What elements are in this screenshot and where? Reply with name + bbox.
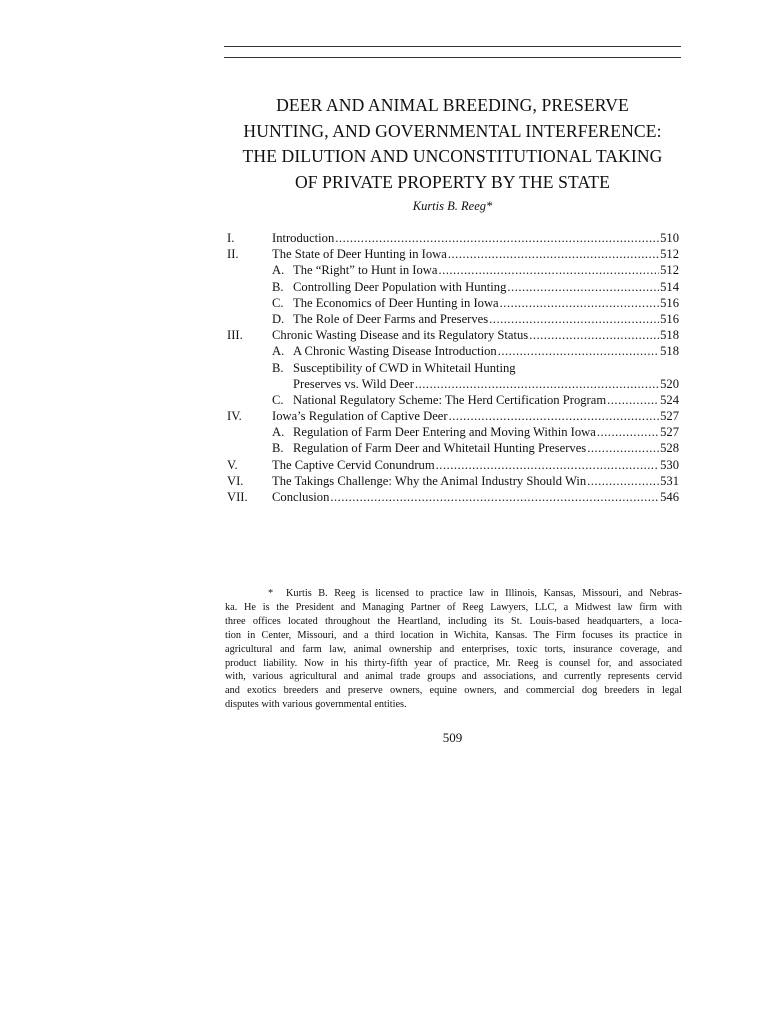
toc-entry (227, 360, 679, 376)
table-of-contents (227, 230, 679, 505)
footnote-line: tion in Center, Missouri, and a third location in Wichita, Kansas. The Firm focuses its practice in (225, 629, 682, 641)
footnote-line: three offices located throughout the Heartland, including its St. Louis-based headquarters, a loca- (225, 615, 682, 627)
title-line: THE DILUTION AND UNCONSTITUTIONAL TAKING (242, 146, 663, 166)
toc-section-number: VI. (227, 473, 244, 488)
toc-page-number: 528 (660, 441, 679, 456)
footnote-text: Kurtis B. Reeg is licensed to practice law in Illinois, Kansas, Missouri, and Nebras- (286, 588, 682, 599)
toc-leader-dots (330, 489, 659, 505)
footnote-line (225, 587, 682, 601)
toc-page-number: 512 (660, 263, 679, 278)
toc-entry-title: Iowa’s Regulation of Captive Deer (272, 409, 448, 424)
toc-entry-title: National Regulatory Scheme: The Herd Certification Program (293, 392, 607, 407)
toc-entry-body (272, 327, 679, 343)
toc-leader-dots (335, 230, 659, 246)
toc-page-number: 520 (660, 376, 679, 391)
toc-entry-body (272, 440, 679, 456)
header-rule-top (224, 46, 681, 47)
toc-leader-dots (449, 408, 660, 424)
toc-section-number: III. (227, 328, 243, 343)
toc-entry-body (272, 457, 679, 473)
toc-leader-dots (489, 311, 659, 327)
toc-entry (227, 473, 679, 489)
toc-entry-title: The “Right” to Hunt in Iowa (293, 263, 438, 278)
toc-entry (227, 440, 679, 456)
toc-page-number: 524 (660, 392, 679, 407)
toc-leader-dots (415, 376, 659, 392)
toc-section-number: I. (227, 231, 235, 245)
toc-page-number: 530 (660, 457, 679, 472)
author-footnote (225, 587, 682, 712)
toc-subsection-letter: B. (272, 360, 284, 375)
toc-entry-title: The State of Deer Hunting in Iowa (272, 247, 447, 262)
toc-page-number: 527 (660, 425, 679, 440)
toc-section-number: IV. (227, 409, 242, 424)
toc-entry (227, 489, 679, 505)
toc-entry (227, 457, 679, 473)
toc-entry (227, 311, 679, 327)
toc-leader-dots (438, 262, 659, 278)
toc-entry-body (272, 424, 679, 440)
toc-entry-body (272, 360, 679, 376)
author-byline: Kurtis B. Reeg* (412, 199, 493, 213)
toc-entry (227, 343, 679, 359)
toc-entry-body (272, 311, 679, 327)
toc-subsection-letter: A. (272, 263, 285, 278)
title-line: HUNTING, AND GOVERNMENTAL INTERFERENCE: (243, 120, 662, 141)
toc-entry-title: Controlling Deer Population with Hunting (293, 279, 507, 294)
title-line: DEER AND ANIMAL BREEDING, PRESERVE (276, 95, 629, 115)
toc-entry (227, 246, 679, 262)
toc-subsection-letter: A. (272, 425, 285, 440)
toc-entry-title: Susceptibility of CWD in Whitetail Hunting (293, 360, 516, 375)
footnote-line: and exotics breeders and preserve owners, equine owners, and commercial dog breeders in legal (225, 685, 682, 697)
header-rule-bottom (224, 57, 681, 58)
toc-page-number: 527 (660, 409, 679, 424)
toc-entry-title: Preserves vs. Wild Deer (293, 376, 414, 391)
toc-entry-title: Introduction (272, 231, 335, 245)
toc-page-number: 516 (660, 311, 679, 326)
toc-page-number: 514 (660, 279, 679, 294)
toc-entry-title: Regulation of Farm Deer and Whitetail Hunting Preserves (293, 441, 587, 456)
title-line: OF PRIVATE PROPERTY BY THE STATE (294, 171, 611, 192)
toc-entry (227, 295, 679, 311)
toc-subsection-letter: A. (272, 344, 285, 359)
footnote-line: agricultural and farm law, animal ownership and enterprises, toxic torts, insurance coverage, and (225, 643, 682, 655)
toc-entry-body (272, 473, 679, 489)
toc-leader-dots (597, 424, 659, 440)
toc-entry-body (272, 408, 679, 424)
toc-leader-dots (448, 246, 659, 262)
toc-entry-title: A Chronic Wasting Disease Introduction (293, 344, 497, 359)
toc-page-number: 531 (660, 473, 679, 488)
toc-entry-body (272, 230, 679, 246)
toc-page-number: 518 (660, 344, 679, 359)
toc-subsection-letter: B. (272, 441, 284, 456)
toc-leader-dots (607, 392, 659, 408)
toc-page-number: 518 (660, 328, 679, 343)
article-title (220, 93, 685, 195)
toc-entry-title: Chronic Wasting Disease and its Regulatory Status (272, 328, 529, 343)
toc-page-number: 512 (660, 247, 679, 262)
toc-leader-dots (587, 473, 659, 489)
footnote-mark: * (268, 588, 274, 599)
toc-section-number: VII. (227, 490, 248, 504)
toc-subsection-letter: C. (272, 392, 284, 407)
toc-entry-title: The Takings Challenge: Why the Animal Industry Should Win (272, 473, 587, 488)
toc-entry (227, 392, 679, 408)
footnote-line: disputes with various governmental entities. (225, 699, 407, 711)
toc-leader-dots (529, 327, 659, 343)
toc-entry-body (272, 489, 679, 505)
toc-entry-title: The Role of Deer Farms and Preserves (293, 311, 489, 326)
toc-entry-title: The Captive Cervid Conundrum (272, 457, 435, 472)
toc-entry-title: Regulation of Farm Deer Entering and Moving Within Iowa (293, 425, 596, 440)
toc-subsection-letter: B. (272, 279, 284, 294)
toc-entry-body (272, 343, 679, 359)
toc-page-number: 510 (660, 231, 679, 245)
toc-entry (227, 279, 679, 295)
toc-page-number: 516 (660, 295, 679, 310)
toc-entry (227, 408, 679, 424)
toc-leader-dots (436, 457, 659, 473)
toc-entry (227, 262, 679, 278)
toc-entry-body (293, 376, 679, 392)
footnote-line: product liability. Now in his thirty-fifth year of practice, Mr. Reeg is counsel for, and associated (225, 657, 682, 669)
toc-entry (227, 230, 679, 246)
toc-entry (227, 376, 679, 392)
footnote-line: ka. He is the President and Managing Partner of Reeg Lawyers, LLC, a Midwest law firm with (225, 601, 682, 613)
toc-subsection-letter: C. (272, 295, 284, 310)
toc-entry-title: The Economics of Deer Hunting in Iowa (293, 295, 499, 310)
footnote-line: with, various agricultural and animal trade groups and associations, and currently represents cervid (225, 671, 682, 683)
toc-leader-dots (498, 343, 659, 359)
toc-leader-dots (587, 440, 659, 456)
toc-leader-dots (507, 279, 659, 295)
toc-entry-title: Conclusion (272, 490, 330, 504)
toc-entry-body (272, 392, 679, 408)
toc-leader-dots (500, 295, 659, 311)
toc-entry (227, 424, 679, 440)
toc-entry-body (272, 246, 679, 262)
toc-subsection-letter: D. (272, 311, 285, 326)
page-number: 509 (442, 730, 463, 745)
toc-page-number: 546 (660, 490, 679, 504)
toc-entry-body (272, 262, 679, 278)
toc-section-number: II. (227, 247, 239, 262)
toc-entry-body (272, 295, 679, 311)
toc-entry-body (272, 279, 679, 295)
toc-entry (227, 327, 679, 343)
toc-section-number: V. (227, 457, 238, 472)
